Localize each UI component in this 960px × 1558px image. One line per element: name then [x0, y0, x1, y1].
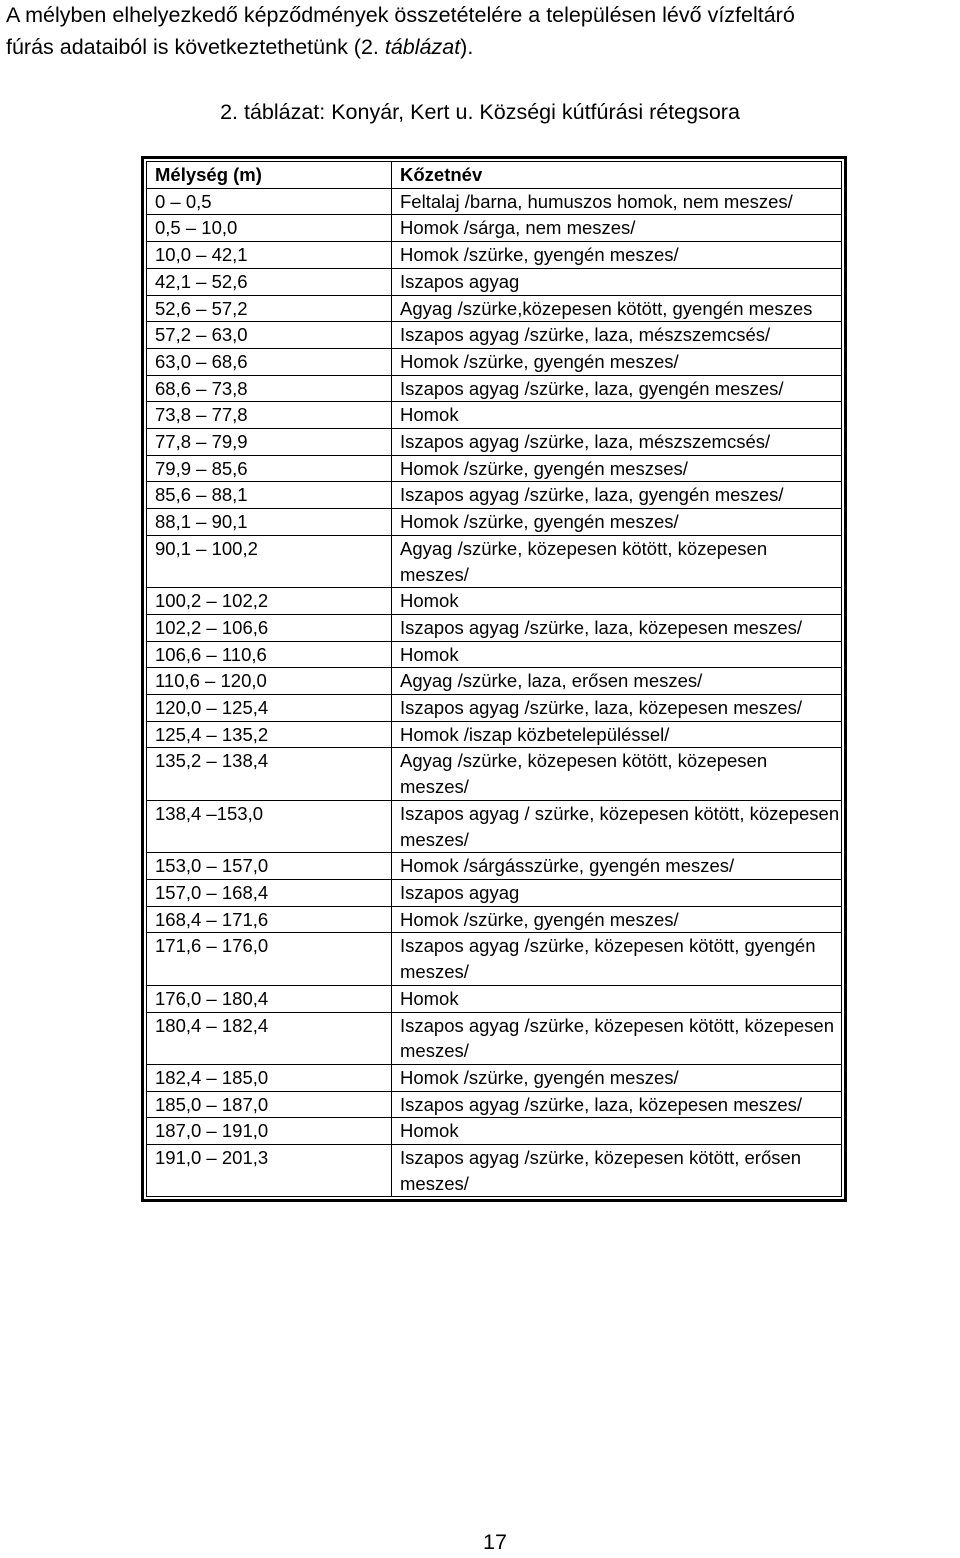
depth-cell: 88,1 – 90,1 — [147, 509, 392, 536]
table-row — [147, 268, 842, 295]
rock-name-cell: Homok /sárgásszürke, gyengén meszes/ — [392, 853, 842, 880]
rock-name-cell: Iszapos agyag /szürke, laza, mészszemcsés/ — [392, 322, 842, 349]
depth-cell: 0 – 0,5 — [147, 188, 392, 215]
table-row — [147, 1012, 842, 1064]
depth-cell: 0,5 – 10,0 — [147, 215, 392, 242]
table-row — [147, 215, 842, 242]
rock-name-cell: Agyag /szürke,közepesen kötött, gyengén meszes — [392, 295, 842, 322]
rock-name-cell: Homok — [392, 588, 842, 615]
depth-cell: 100,2 – 102,2 — [147, 588, 392, 615]
table-row — [147, 853, 842, 880]
rock-name-cell: Homok /szürke, gyengén meszses/ — [392, 455, 842, 482]
intro-line-2-em: táblázat — [384, 35, 461, 59]
table-row — [147, 1091, 842, 1118]
table-row — [147, 348, 842, 375]
rock-name-cell: Iszapos agyag /szürke, közepesen kötött, gyengén meszes/ — [392, 933, 842, 985]
depth-cell: 63,0 – 68,6 — [147, 348, 392, 375]
rock-name-cell: Iszapos agyag /szürke, közepesen kötött, erősen meszes/ — [392, 1145, 842, 1197]
depth-cell: 168,4 – 171,6 — [147, 906, 392, 933]
table-row — [147, 748, 842, 800]
depth-cell: 79,9 – 85,6 — [147, 455, 392, 482]
rock-name-cell: Homok /szürke, gyengén meszes/ — [392, 1064, 842, 1091]
header-rock-name: Kőzetnév — [392, 162, 842, 189]
table-row — [147, 402, 842, 429]
table-row — [147, 535, 842, 587]
table-row — [147, 668, 842, 695]
rock-name-cell: Agyag /szürke, laza, erősen meszes/ — [392, 668, 842, 695]
table-row — [147, 322, 842, 349]
table-row — [147, 188, 842, 215]
table-row — [147, 1118, 842, 1145]
table-row — [147, 295, 842, 322]
depth-cell: 182,4 – 185,0 — [147, 1064, 392, 1091]
table-row — [147, 242, 842, 269]
depth-cell: 153,0 – 157,0 — [147, 853, 392, 880]
rock-name-cell: Homok /szürke, gyengén meszes/ — [392, 348, 842, 375]
depth-cell: 42,1 – 52,6 — [147, 268, 392, 295]
rock-name-cell: Homok — [392, 641, 842, 668]
rock-name-cell: Feltalaj /barna, humuszos homok, nem meszes/ — [392, 188, 842, 215]
table-row — [147, 429, 842, 456]
intro-line-1: A mélyben elhelyezkedő képződmények összetételére a településen lévő vízfeltáró — [6, 3, 795, 27]
rock-name-cell: Homok /szürke, gyengén meszes/ — [392, 509, 842, 536]
rock-name-cell: Homok /szürke, gyengén meszes/ — [392, 906, 842, 933]
table-row — [147, 933, 842, 985]
table-row — [147, 588, 842, 615]
intro-line-2a: fúrás adataiból is következtethetünk (2. — [6, 35, 385, 59]
depth-cell: 125,4 – 135,2 — [147, 721, 392, 748]
depth-cell: 10,0 – 42,1 — [147, 242, 392, 269]
depth-cell: 102,2 – 106,6 — [147, 614, 392, 641]
table-row — [147, 455, 842, 482]
depth-cell: 138,4 –153,0 — [147, 800, 392, 852]
rock-name-cell: Agyag /szürke, közepesen kötött, közepesen meszes/ — [392, 748, 842, 800]
depth-cell: 77,8 – 79,9 — [147, 429, 392, 456]
depth-cell: 191,0 – 201,3 — [147, 1145, 392, 1197]
rock-name-cell: Iszapos agyag /szürke, közepesen kötött, közepesen meszes/ — [392, 1012, 842, 1064]
table-row — [147, 695, 842, 722]
depth-cell: 73,8 – 77,8 — [147, 402, 392, 429]
rock-name-cell: Homok — [392, 985, 842, 1012]
rock-name-cell: Homok /sárga, nem meszes/ — [392, 215, 842, 242]
strata-table — [146, 161, 842, 1197]
depth-cell: 135,2 – 138,4 — [147, 748, 392, 800]
depth-cell: 185,0 – 187,0 — [147, 1091, 392, 1118]
table-row — [147, 800, 842, 852]
rock-name-cell: Iszapos agyag /szürke, laza, mészszemcsés/ — [392, 429, 842, 456]
rock-name-cell: Iszapos agyag /szürke, laza, közepesen meszes/ — [392, 614, 842, 641]
rock-name-cell: Iszapos agyag — [392, 879, 842, 906]
depth-cell: 106,6 – 110,6 — [147, 641, 392, 668]
depth-cell: 176,0 – 180,4 — [147, 985, 392, 1012]
depth-cell: 157,0 – 168,4 — [147, 879, 392, 906]
rock-name-cell: Iszapos agyag /szürke, laza, közepesen meszes/ — [392, 1091, 842, 1118]
depth-cell: 171,6 – 176,0 — [147, 933, 392, 985]
rock-name-cell: Iszapos agyag /szürke, laza, gyengén meszes/ — [392, 375, 842, 402]
table-caption: 2. táblázat: Konyár, Kert u. Községi kútfúrási rétegsora — [220, 100, 740, 124]
rock-name-cell: Homok /szürke, gyengén meszes/ — [392, 242, 842, 269]
depth-cell: 57,2 – 63,0 — [147, 322, 392, 349]
depth-cell: 110,6 – 120,0 — [147, 668, 392, 695]
header-depth: Mélység (m) — [147, 162, 392, 189]
rock-name-cell: Iszapos agyag — [392, 268, 842, 295]
table-row — [147, 906, 842, 933]
depth-cell: 68,6 – 73,8 — [147, 375, 392, 402]
rock-name-cell: Agyag /szürke, közepesen kötött, közepesen meszes/ — [392, 535, 842, 587]
table-row — [147, 509, 842, 536]
strata-table-frame — [141, 156, 847, 1202]
table-row — [147, 721, 842, 748]
depth-cell: 180,4 – 182,4 — [147, 1012, 392, 1064]
table-row — [147, 1064, 842, 1091]
depth-cell: 90,1 – 100,2 — [147, 535, 392, 587]
table-row — [147, 641, 842, 668]
intro-paragraph — [6, 0, 954, 63]
table-row — [147, 482, 842, 509]
depth-cell: 52,6 – 57,2 — [147, 295, 392, 322]
rock-name-cell: Iszapos agyag / szürke, közepesen kötött, közepesen meszes/ — [392, 800, 842, 852]
depth-cell: 85,6 – 88,1 — [147, 482, 392, 509]
table-row — [147, 879, 842, 906]
rock-name-cell: Homok — [392, 402, 842, 429]
depth-cell: 120,0 – 125,4 — [147, 695, 392, 722]
table-row — [147, 614, 842, 641]
rock-name-cell: Iszapos agyag /szürke, laza, közepesen meszes/ — [392, 695, 842, 722]
table-header-row — [147, 162, 842, 189]
table-row — [147, 985, 842, 1012]
rock-name-cell: Homok — [392, 1118, 842, 1145]
page-number: 17 — [483, 1530, 507, 1554]
intro-line-2b: ). — [460, 35, 474, 59]
rock-name-cell: Homok /iszap közbetelepüléssel/ — [392, 721, 842, 748]
strata-table-body — [147, 162, 842, 1197]
table-row — [147, 1145, 842, 1197]
rock-name-cell: Iszapos agyag /szürke, laza, gyengén meszes/ — [392, 482, 842, 509]
depth-cell: 187,0 – 191,0 — [147, 1118, 392, 1145]
table-row — [147, 375, 842, 402]
